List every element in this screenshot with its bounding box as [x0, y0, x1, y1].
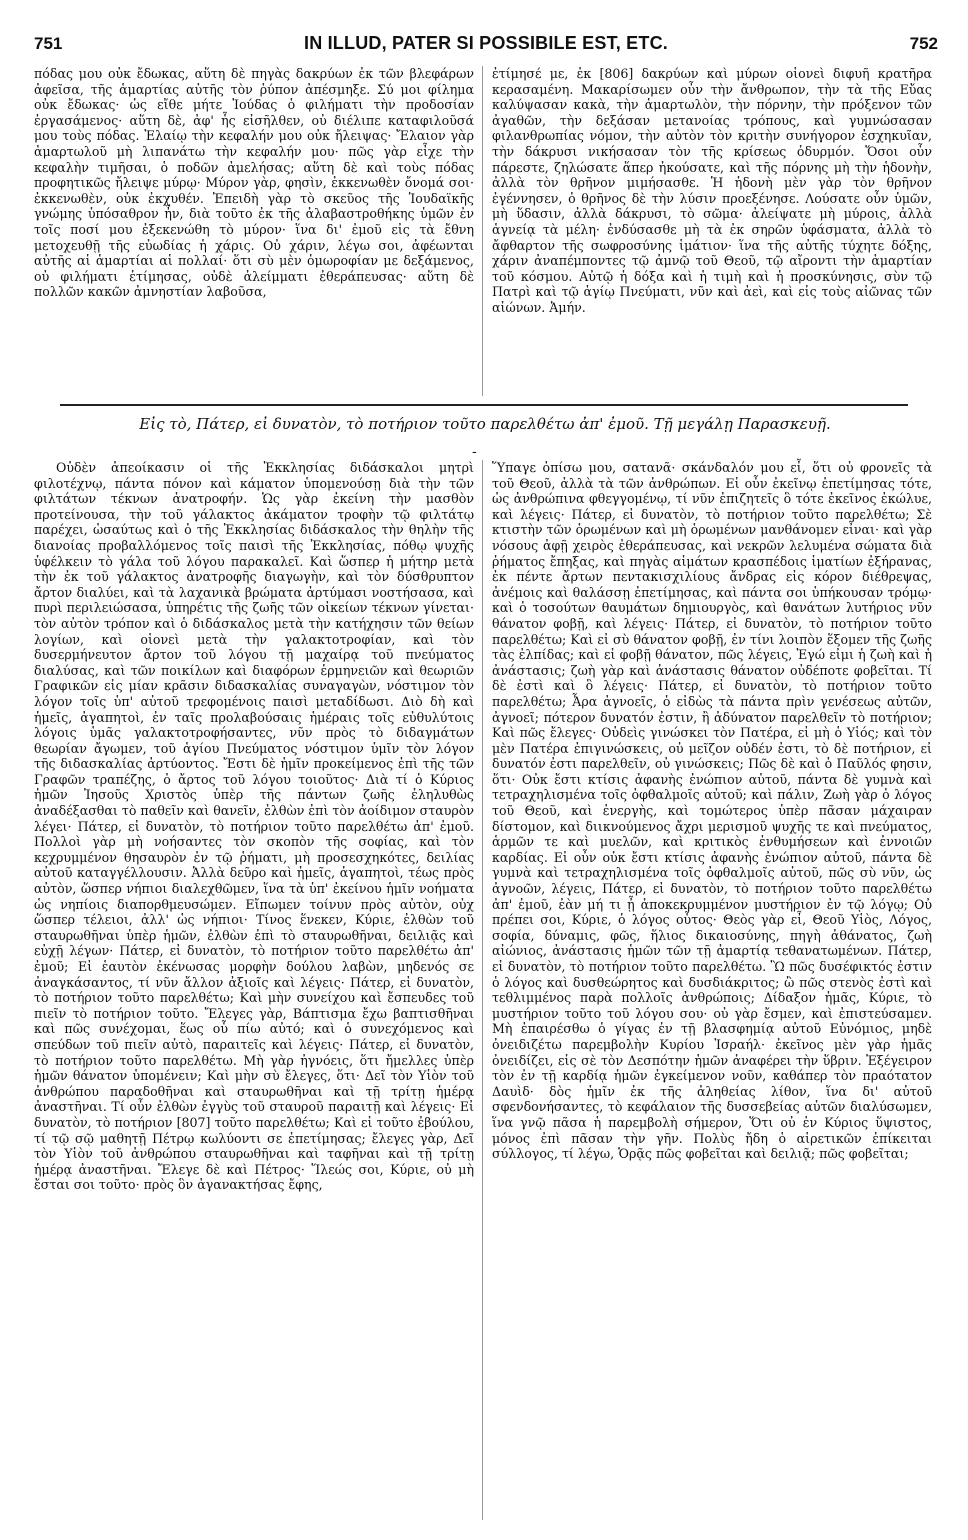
homily-title: Εἰς τὸ, Πάτερ, εἰ δυνατὸν, τὸ ποτήριον τοῦτο παρελθέτω ἀπ' ἐμοῦ. Τῇ μεγάλῃ Παρασκευῇ.: [139, 415, 831, 433]
top-column-separator: [482, 66, 483, 396]
section-divider-rule: [60, 404, 908, 406]
title-dash: -: [472, 444, 477, 460]
bottom-left-paragraph: Οὐδὲν ἀπεοίκασιν οἱ τῆς Ἐκκλησίας διδάσκαλοι μητρὶ φιλοτέχνῳ, πάντα πόνον καὶ κάματον ὑπομενούσῃ διὰ τὴν τῶν φιλτάτων τέκνων ἀνατροφήν. Ὡς γὰρ ἐκείνη τὴν μασθὸν προτείνουσα, τὴν τοῦ γάλακτος ἀκάματον τροφὴν τῷ φιλτάτῳ παρέχει, ὡσαύτως καὶ ὁ τῆς Ἐκκλησίας διδάσκαλος τὴν θηλὴν τῆς διανοίας προβαλλόμενος τοῖς παισὶ τῆς Ἐκκλησίας, πόθῳ ψυχῆς ὑφέλκειν τὸ γάλα τοῦ λόγου παρακαλεῖ. Καὶ ὥσπερ ἡ μήτηρ μετὰ τὴν ἐκ τοῦ γάλακτος ἀνατροφῆς διαγωγὴν, καὶ τὸν δύσθρυπτον ἄρτον διαλύει, καὶ τὰ λαχανικὰ βρώματα ἀρτύμασι νοστήσασα, καὶ πυρὶ περιλειώσασα, ὑπηρέτις τῆς ζωῆς τῶν οἰκείων τέκνων γίνεται· τὸν αὐτὸν τρόπον καὶ ὁ διδάσκαλος μετὰ τὴν κατήχησιν τῶν θείων λογίων, καὶ οἱονεὶ μετὰ τὴν γαλακτοτροφίαν, καὶ τὸν δυσερμήνευτον ἄρτον τοῦ λόγου τῇ μαχαίρᾳ τοῦ πνεύματος διαλύσας, καὶ τῶν ποικίλων καὶ διαφόρων ἑρμηνειῶν καὶ θεωριῶν Γραφικῶν εἰς μίαν κρᾶσιν διδασκαλίας συναγαγὼν, νόστιμον τὸν λόγον τοῖς ὑπ' αὐτοῦ τρεφομένοις παισὶ μεταδίδωσι. Διὸ δὴ καὶ ἡμεῖς, ἀγαπητοὶ, ἐν ταῖς προλαβούσαις ἡμέραις τοῖς εὐθυλύτοις λόγοις ὑμᾶς γαλακτοτροφήσαντες, νῦν πρὸς τὸ διδαγμάτων θεωρίαν ἄγωμεν, τοῦ ἁγίου Πνεύματος νόστιμον ὑμῖν τὸν λόγον τῆς διδασκαλίας ἀρτύοντος. Ἔστι δὲ ἡμῖν προκείμενος ἐπὶ τῆς τῶν Γραφῶν τραπέζης, ὁ ἄρτος τοῦ λόγου τοιοῦτος· Διὰ τί ὁ Κύριος ἡμῶν Ἰησοῦς Χριστὸς ὑπὲρ τῆς πάντων ζωῆς ἐληλυθὼς ἀναδέξασθαι τὸ παθεῖν καὶ θανεῖν, ἐλθὼν ἐπὶ τὸν ἀοίδιμον σταυρὸν λέγει· Πάτερ, εἰ δυνατὸν, τὸ ποτήριον τοῦτο παρελθέτω ἀπ' ἐμοῦ. Πολλοὶ γὰρ μὴ νοήσαντες τὸν σκοπὸν τῆς σοφίας, καὶ τὸν κεχρυμμένον θησαυρὸν ἐν τῷ ῥήματι, μὴ προσεσχηκότες, δειλίας αὐτοῦ καταγγέλλουσιν. Ἀλλὰ δεῦρο καὶ ἡμεῖς, ἀγαπητοὶ, τέως πρὸς αὐτὸν, ὥσπερ νήπιοι διαλεχθῶμεν, ἵνα τὰ ὑπ' ἐκείνου ἡμῖν νοήματα ὡς νηπίοις διαπορθμευσώμεν. Εἴπωμεν τοίνυν πρὸς αὐτὸν, οὐχ ὥσπερ τέλειοι, ἀλλ' ὡς νήπιοι· Τίνος ἕνεκεν, Κύριε, ἐλθὼν τοῦ σταυρωθῆναι ὑπὲρ ἡμῶν, ἐλθὼν ἐπὶ τὸ σταυρωθῆναι, δειλιᾷς καὶ εὐχῇ λέγων· Πάτερ, εἰ δυνατὸν, τὸ ποτήριον τοῦτο παρελθέτω ἀπ' ἐμοῦ; Εἰ ἑαυτὸν ἐκένωσας μορφὴν δούλου λαβὼν, μηδενός σε ἀναγκάσαντος, τί νῦν ἄλλον ἀξιοῖς καὶ λέγεις· Πάτερ, εἰ δυνατὸν, τὸ ποτήριον τοῦτο παρελθέτω; Καὶ μὴν συνείχου καὶ ἔσπευδες τοῦ πιεῖν τὸ ποτήριον τοῦτο. Ἔλεγες γὰρ, Βάπτισμα ἔχω βαπτισθῆναι καὶ πῶς συνέχομαι, ἕως οὗ πίω αὐτό; καὶ ὁ συνεχόμενος καὶ σπεύδων τοῦ πιεῖν αὐτὸ, παραιτεῖς καὶ λέγεις· Πάτερ, εἰ δυνατὸν, τὸ ποτήριον τοῦτο παρελθέτω. Μὴ γὰρ ἠγνόεις, ὅτι ἤμελλες ὑπὲρ ἡμῶν θάνατον ὑπομένειν; Καὶ μὴν σὺ ἔλεγες, ὅτι· Δεῖ τὸν Υἱὸν τοῦ ἀνθρώπου παραδοθῆναι καὶ σταυρωθῆναι καὶ τῇ τρίτῃ ἡμέρᾳ ἀναστῆναι. Τί οὖν ἐλθὼν ἐγγὺς τοῦ σταυροῦ παραιτῇ καὶ λέγεις· Εἰ δυνατὸν, τὸ ποτήριον [807] τοῦτο παρελθέτω; Καὶ εἰ τοῦτο ἐβούλου, τί τῷ σῷ μαθητῇ Πέτρῳ κωλύοντι σε ἐπετίμησας; ἔλεγες γὰρ, Δεῖ τὸν Υἱὸν τοῦ ἀνθρώπου σταυρωθῆναι καὶ ταφῆναι καὶ τῇ τρίτῃ ἡμέρᾳ ἀναστῆναι. Ἔλεγε δὲ καὶ Πέτρος· Ἵλεώς σοι, Κύριε, οὐ μὴ ἔσται σοι τοῦτο· πρὸς ὃν ἀγανακτήσας ἔφης,: [34, 460, 474, 1193]
running-title: IN ILLUD, PATER SI POSSIBILE EST, ETC.: [304, 33, 668, 53]
running-header: [28, 32, 944, 62]
top-right-column: [492, 66, 932, 316]
page-number-left: 751: [34, 34, 63, 53]
bottom-right-paragraph: Ὕπαγε ὀπίσω μου, σατανᾶ· σκάνδαλόν μου εἶ, ὅτι οὐ φρονεῖς τὰ τοῦ Θεοῦ, ἀλλὰ τὰ τῶν ἀνθρώπων. Εἰ οὖν ἐκεῖνῳ ἐπετίμησας τότε, ὡς ἀνθρώπινα φθεγγομένῳ, τί νῦν ἐπιζητεῖς ὃ τότε ἐκεῖνος ἐκώλυε, καὶ λέγεις· Πάτερ, εἰ δυνατὸν, τὸ ποτήριον τοῦτο παρελθέτω; Σὲ κτιστὴν τῶν ὁρωμένων καὶ μὴ ὁρωμένων μανθάνομεν εἶναι· καὶ γὰρ νόσους ἀφῇ χειρὸς ἐθεράπευσας, καὶ νεκρῶν λελυμένα σώματα διὰ ῥήματος ἔπηξας, καὶ πηγὰς αἱμάτων κρασπέδοις ἱματίων ἐξήρανας, ἐκ πέντε ἄρτων πεντακισχιλίους ἄνδρας εἰς κόρον διέθρεψας, ἀνέμοις καὶ θαλάσσῃ ἐπετίμησας, καὶ πάντα σοι ὑπήκουσαν τρόμῳ· καὶ ὁ τοσούτων θαυμάτων δημιουργὸς, καὶ θανάτων λυτήριος νῦν θάνατον φοβῇ, καὶ λέγεις· Πάτερ, εἰ δυνατὸν, τὸ ποτήριον τοῦτο παρελθέτω; Καὶ εἰ σὺ θάνατον φοβῇ, ἐν τίνι λοιπὸν ἕξομεν τῆς ζωῆς τὰς ἐλπίδας; καὶ εἰ φοβῇ θάνατον, πῶς λέγεις, Ἐγώ εἰμι ἡ ζωὴ καὶ ἡ ἀνάστασις; ζωὴ γὰρ καὶ ἀνάστασις θάνατον οὐδέποτε φοβεῖται. Τί δὲ ἐστὶ καὶ ὃ λέγεις· Πάτερ, εἰ δυνατὸν, τὸ ποτήριον τοῦτο παρελθέτω; Ἆρα ἀγνοεῖς, ὁ εἰδὼς τὰ πάντα πρὶν γενέσεως αὐτῶν, ἀγνοεῖ; πότερον δυνατόν ἐστιν, ἢ ἀδύνατον παρελθεῖν τὸ ποτήριον; Καὶ πῶς ἔλεγες· Οὐδεὶς γινώσκει τὸν Πατέρα, εἰ μὴ ὁ Υἱός; καὶ τὸν μὲν Πατέρα ἐπιγινώσκεις, οὐ μεῖζον οὐδέν ἐστι, τὸ δὲ ποτήριον, εἰ δυνατόν ἐστι παρελθεῖν, οὐ γινώσκεις; Πῶς δὲ καὶ ὁ Παῦλός φησιν, ὅτι· Οὐκ ἔστι κτίσις ἀφανὴς ἐνώπιον αὐτοῦ, πάντα δὲ γυμνὰ καὶ τετραχηλισμένα τοῖς ὀφθαλμοῖς αὐτοῦ; καὶ πάλιν, Ζωὴ γὰρ ὁ λόγος τοῦ Θεοῦ, καὶ ἐνεργὴς, καὶ τομώτερος ὑπὲρ πᾶσαν μάχαιραν δίστομον, καὶ διικνούμενος ἄχρι μερισμοῦ ψυχῆς τε καὶ πνεύματος, ἁρμῶν τε καὶ μυελῶν, καὶ κριτικὸς ἐνθυμήσεων καὶ ἐννοιῶν καρδίας. Εἰ οὖν οὐκ ἔστι κτίσις ἀφανὴς ἐνώπιον αὐτοῦ, πάντα δὲ γυμνὰ καὶ τετραχηλισμένα τοῖς ὀφθαλμοῖς αὐτοῦ, πῶς σὺ νῦν, ὡς ἀγνοῶν, λέγεις, Πάτερ, εἰ δυνατὸν, τὸ ποτήριον τοῦτο παρελθέτω ἀπ' ἐμοῦ, ἐὰν μή τι ᾖ ἀποκεκρυμμένον μυστήριον ἐν τῷ λόγῳ; Οὐ πρέπει σοι, Κύριε, ὁ λόγος οὗτος· Θεὸς γὰρ εἶ, Θεοῦ Υἱὸς, Λόγος, σοφία, δύναμις, φῶς, ἥλιος δικαιοσύνης, πηγὴ ἀθάνατος, ζωὴ αἰώνιος, ἀνάστασις ἡμῶν τῶν τῇ ἁμαρτίᾳ τεθανατωμένων. Πάτερ, εἰ δυνατὸν, τὸ ποτήριον τοῦτο παρελθέτω. Ὢ πῶς δυσέφικτός ἐστιν ὁ λόγος καὶ δυσθεώρητος καὶ δυσδιάκριτος; ὢ πῶς στενὸς ἐστὶ καὶ τεθλιμμένος παρὰ πολλοῖς ἀνθρώποις; Δίδαξον ἡμᾶς, Κύριε, τὸ μυστήριον τοῦτο τοῦ λόγου σου· οὐ γὰρ ἔσμεν, καὶ ἐπιστεύσαμεν. Μὴ ἐπαιρέσθω ὁ γίγας ἐν τῇ βλασφημίᾳ αὐτοῦ Εὐνόμιος, μηδὲ ὀνειδιζέτω παρεμβολὴν Κυρίου Ἰσραήλ· ἐκεῖνος μὲν γὰρ ἡμᾶς ὀνειδίζει, εἰς σὲ τὸν Δεσπότην ἡμῶν ἀναφέρει τὴν ὕβριν. Ἐξέγειρον τὸν ἐν τῇ καρδίᾳ ἡμῶν ἐγκείμενον νοῦν, καθάπερ τὸν πραότατον Δαυὶδ· δὸς ἡμῖν ἐκ τῆς ἀληθείας λίθον, ἵνα δι' αὐτοῦ σφενδονήσαντες, τὸ κεφάλαιον τῆς δυσσεβείας αὐτῶν διαλύσωμεν, ἵνα γνῷ πᾶσα ἡ παρεμβολὴ σήμερον, Ὅτι οὐ ἐν Κύριος ὕψιστος, μόνος ἐπὶ πᾶσαν τὴν γῆν. Πολὺς ἤδη ὁ αἱρετικῶν ἐπίκειται σύλλογος, τί λέγω, Ὁρᾷς πῶς φοβεῖται καὶ δειλιᾷ; πῶς φοβεῖται;: [492, 460, 932, 1162]
top-right-paragraph: ἐτίμησέ με, ἐκ [806] δακρύων καὶ μύρων οἱονεὶ διφυῆ κρατῆρα κερασαμένη. Μακαρίσωμεν οὖν τὴν ἄνθρωπον, τὴν τὰ τῆς Εὔας καλύψασαν κακὰ, τὴν ἁμαρτωλὸν, τὴν πόρνην, τὴν πρόξενον τῶν ἀγαθῶν, τὴν δεξάσαν μετανοίας τρόπους, καὶ γυμνώσασαν φιλανθρωπίας νόμον, τὴν αὐτὸν τὸν κριτὴν συνήγορον ἐσχηκυῖαν, τὴν δάκρυσι νικήσασαν τὸν τῆς κρίσεως ὀδυρμόν. Ὅσοι οὖν πάρεστε, ζηλώσατε ἅπερ ἠκούσατε, καὶ τῆς πόρνης μὴ τὴν ἡδονὴν, ἀλλὰ τὸν θρῆνον μιμήσασθε. Ἡ ἡδονὴ μὲν γὰρ τὸν θρῆνον ἐγέννησεν, ὁ θρῆνος δὲ τὴν λύσιν προεξένησε. Λούσατε οὖν ὑμῶν, μὴ ὕδασιν, ἀλλὰ δάκρυσι, τὸ σῶμα· ἀλείψατε μὴ μύροις, ἀλλὰ ἁγνείᾳ τὰ μέλη· ἐνδύσασθε μὴ τὰ ἐκ σηρῶν ὑφάσματα, ἀλλὰ τὸ ἄφθαρτον τῆς σωφροσύνης ἱμάτιον· ἵνα τῆς αὐτῆς τύχητε δόξης, χάριν ἀναπέμποντες τῷ ἀμνῷ τοῦ Θεοῦ, τῷ αἴροντι τὴν ἁμαρτίαν τοῦ κόσμου. Αὐτῷ ἡ δόξα καὶ ἡ τιμὴ καὶ ἡ προσκύνησις, σὺν τῷ Πατρὶ καὶ τῷ ἁγίῳ Πνεύματι, νῦν καὶ ἀεὶ, καὶ εἰς τοὺς αἰῶνας τῶν αἰώνων. Ἀμήν.: [492, 66, 932, 315]
bottom-right-column: [492, 460, 932, 1162]
bottom-left-column: [34, 460, 474, 1193]
bottom-column-separator: [482, 460, 483, 1520]
page-number-right: 752: [909, 34, 938, 53]
top-left-paragraph: πόδας μου οὐκ ἔδωκας, αὕτη δὲ πηγὰς δακρύων ἐκ τῶν βλεφάρων ἀφεῖσα, τῆς ἁμαρτίας αὐτῆς τὸν ῥύπον ἀπέσμηξε. Σύ μοι φίλημα οὐκ ἔδωκας· ὡς εἴθε μήτε Ἰούδας ὁ φιλήματι τὴν προδοσίαν ἐργασάμενος· αὕτη δὲ, ἀφ' ἧς εἰσῆλθεν, οὐ διέλιπε καταφιλοῦσά μου τοὺς πόδας. Ἐλαίῳ τὴν κεφαλήν μου οὐκ ἤλειψας· Ἔλαιον γὰρ ἁμαρτωλοῦ μὴ λιπανάτω τὴν κεφαλήν μου· πῶς γὰρ εἶχε τὴν κεφαλὴν τιμῆσαι, ὁ ποδῶν ἀμελήσας; αὕτη δὲ καὶ τοὺς πόδας προφητικῶς ἤλειψε μύρῳ· Μύρον γὰρ, φησὶν, ἐκκενωθὲν ὄνομά σοι· ἐκκενωθὲν, οὐκ ἐκχυθέν. Ἐπειδὴ γὰρ τὸ σκεῦος τῆς Ἰουδαϊκῆς γνώμης ὑπόσαθρον ἦν, διὰ τοῦτο ἐκ τῆς ἀλαβαστροθήκης ὑμῶν ἐν τοῖς ποσί μου ἐξεκενώθη τὸ μύρον· ἵνα δι' ἐμοῦ εἰς τὰ ἔθνη μετοχευθῇ τῆς εὐωδίας ἡ χάρις. Οὐ χάριν, λέγω σοι, ἀφέωνται αὐτῆς αἱ ἁμαρτίαι αἱ πολλαί· ὅτι σὺ μὲν ὁμωροφίαν με δεξάμενος, οὐ φιλήματι ἐτίμησας, οὐδὲ ἀλείμματι ἐθεράπευσας· αὕτη δὲ πολλῶν κακῶν ἀμνηστίαν λαβοῦσα,: [34, 66, 474, 300]
top-left-column: [34, 66, 474, 300]
